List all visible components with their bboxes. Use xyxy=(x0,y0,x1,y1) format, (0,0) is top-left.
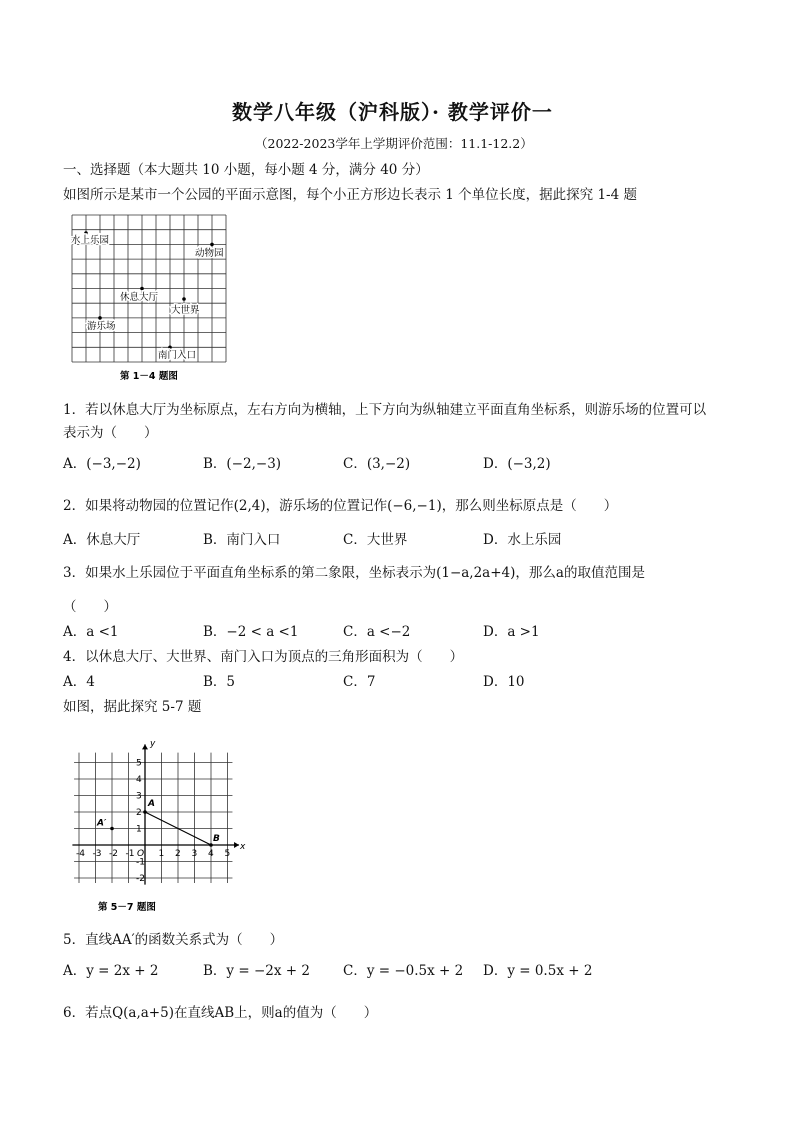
y-tick-label: -1 xyxy=(136,857,145,868)
page-subtitle: （2022-2023学年上学期评价范围：11.1-12.2） xyxy=(255,136,533,151)
question-4-stem: 4．以休息大厅、大世界、南门入口为顶点的三角形面积为（ ） xyxy=(63,649,464,665)
y-axis-label: y xyxy=(150,739,156,749)
option-b: B．南门入口 xyxy=(203,532,281,548)
place-label: 休息大厅 xyxy=(120,292,159,303)
rest-hall-point xyxy=(140,287,144,291)
x-tick-label: -1 xyxy=(125,849,135,859)
x-tick-label: 3 xyxy=(191,849,198,859)
option-b: B．y = −2x + 2 xyxy=(203,963,310,979)
figure-caption: 第 5－7 题图 xyxy=(98,902,156,913)
zoo-point xyxy=(210,243,214,247)
option-a: A．4 xyxy=(63,674,95,690)
option-b: B．(−2,−3) xyxy=(203,456,282,472)
x-axis-arrow-icon xyxy=(234,842,239,848)
option-a: A．a <1 xyxy=(63,624,119,640)
place-label: 动物园 xyxy=(195,248,224,259)
option-c: C．(3,−2) xyxy=(343,456,411,472)
point-marker xyxy=(110,827,114,831)
option-d: D．a >1 xyxy=(483,624,540,640)
place-label: 大世界 xyxy=(171,305,200,316)
point-label: A′ xyxy=(97,818,107,829)
option-b: B．−2 < a <1 xyxy=(203,624,299,640)
question-5-stem: 5．直线AA′的函数关系式为（ ） xyxy=(63,932,284,948)
x-tick-label: 4 xyxy=(208,849,214,859)
place-label: 南门入口 xyxy=(158,350,197,361)
x-tick-label: 5 xyxy=(224,849,231,859)
south-gate-point xyxy=(168,346,172,350)
figure-caption: 第 1－4 题图 xyxy=(120,371,178,382)
option-c: C．a <−2 xyxy=(343,624,411,640)
x-axis-label: x xyxy=(240,842,246,852)
y-tick-label: 2 xyxy=(136,808,142,818)
section-intro: 如图所示是某市一个公园的平面示意图，每个小正方形边长表示 1 个单位长度，据此探究 1-4 题 xyxy=(63,187,637,203)
option-c: C．y = −0.5x + 2 xyxy=(343,963,464,979)
option-c: C．大世界 xyxy=(343,532,408,548)
question-6-stem: 6．若点Q(a,a+5)在直线AB上，则a的值为（ ） xyxy=(63,1005,378,1021)
option-a: A．(−3,−2) xyxy=(63,456,141,472)
park-map-figure xyxy=(62,210,232,385)
option-a: A．休息大厅 xyxy=(63,532,141,548)
place-label: 水上乐园 xyxy=(71,235,110,246)
option-b: B．5 xyxy=(203,674,236,690)
point-marker xyxy=(143,810,147,814)
intro-5-7: 如图，据此探究 5-7 题 xyxy=(63,699,202,715)
option-d: D．10 xyxy=(483,674,525,690)
question-3-stem-cont: （ ） xyxy=(63,599,117,615)
y-axis-arrow-icon xyxy=(142,744,148,749)
y-tick-label: 4 xyxy=(136,775,142,785)
option-a: A．y = 2x + 2 xyxy=(63,963,159,979)
option-c: C．7 xyxy=(343,674,376,690)
point-label: A xyxy=(148,799,155,809)
y-tick-label: -2 xyxy=(136,874,145,884)
question-2-stem: 2．如果将动物园的位置记作(2,4)，游乐场的位置记作(−6,−1)，那么则坐标原点是（ ） xyxy=(63,498,618,514)
question-3-stem: 3．如果水上乐园位于平面直角坐标系的第二象限，坐标表示为(1−a,2a+4)，那么a的取值范围是 xyxy=(63,565,645,581)
origin-label: O xyxy=(137,849,145,859)
big-world-point xyxy=(182,297,186,301)
y-tick-label: 3 xyxy=(136,791,142,802)
playground-point xyxy=(98,316,102,320)
page-title: 数学八年级（沪科版）· 教学评价一 xyxy=(232,100,553,124)
y-tick-label: 5 xyxy=(136,758,142,769)
x-tick-label: -2 xyxy=(109,849,118,859)
x-tick-label: 1 xyxy=(158,849,165,859)
option-d: D．y = 0.5x + 2 xyxy=(483,963,593,979)
y-tick-label: 1 xyxy=(136,824,142,835)
x-tick-label: 2 xyxy=(175,849,181,859)
option-d: D．水上乐园 xyxy=(483,532,562,548)
coordinate-plane-figure xyxy=(62,722,262,917)
option-d: D．(−3,2) xyxy=(483,456,551,472)
place-label: 游乐场 xyxy=(87,321,116,332)
question-1-stem: 1．若以休息大厅为坐标原点，左右方向为横轴，上下方向为纵轴建立平面直角坐标系，则游乐场的位置可以 xyxy=(63,402,707,418)
x-tick-label: -4 xyxy=(76,849,85,859)
question-1-stem-cont: 表示为（ ） xyxy=(63,425,158,441)
section-heading: 一、选择题（本大题共 10 小题，每小题 4 分，满分 40 分） xyxy=(63,162,429,178)
x-tick-label: -3 xyxy=(92,849,102,859)
point-label: B xyxy=(213,834,220,844)
